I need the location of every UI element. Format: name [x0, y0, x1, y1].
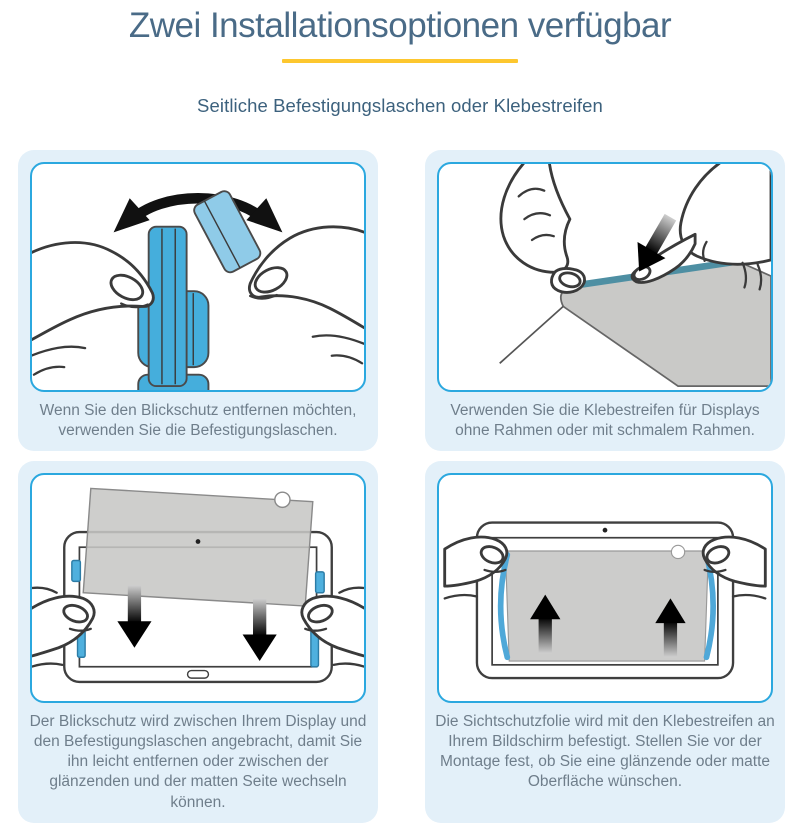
- panel-tab-mounting: [18, 461, 378, 823]
- figure-flex-tabs: [30, 162, 366, 392]
- panel-caption: Die Sichtschutzfolie wird mit den Klebestreifen an Ihrem Bildschirm befestigt. Stellen Sie vor der Montage fest, ob Sie eine glänzende oder matte Oberfläche wünschen.: [435, 713, 775, 791]
- page-title: Zwei Installationsoptionen verfügbar: [128, 6, 672, 45]
- tilted-attachment-tab: [192, 189, 263, 275]
- title-underline: [282, 59, 518, 63]
- panel-adhesive-mounting: [425, 461, 785, 823]
- illustration-tab-mounting: [32, 475, 364, 701]
- film-notch: [275, 492, 290, 507]
- left-hand: [32, 242, 153, 374]
- privacy-film: [83, 488, 313, 606]
- header: [0, 0, 800, 117]
- illustration-adhesive-mounting: [439, 475, 771, 701]
- panels-grid: [0, 150, 800, 823]
- attachment-tab-strip: [138, 226, 208, 389]
- panel-caption: Wenn Sie den Blickschutz entfernen möchten, verwenden Sie die Befestigungslaschen.: [39, 401, 357, 439]
- illustration-flex-tabs: [32, 164, 364, 390]
- page-subtitle: Seitliche Befestigungslaschen oder Klebestreifen: [197, 94, 603, 116]
- left-hand: [501, 164, 585, 292]
- panel-caption: Verwenden Sie die Klebestreifen für Displays ohne Rahmen oder mit schmalem Rahmen.: [450, 401, 760, 439]
- film-notch: [671, 545, 684, 558]
- panel-attachment-tabs: [18, 150, 378, 451]
- camera-dot: [196, 539, 201, 544]
- privacy-film: [505, 545, 708, 661]
- figure-adhesive-strip: [437, 162, 773, 392]
- home-button: [188, 671, 209, 679]
- camera-dot: [603, 528, 608, 533]
- panel-caption: Der Blickschutz wird zwischen Ihrem Display und den Befestigungslaschen angebracht, damit Sie ihn leicht entfernen oder zwischen der glänzenden und der matten Seite wechseln können.: [29, 713, 367, 811]
- right-hand: [249, 227, 364, 363]
- illustration-adhesive-strip: [439, 164, 771, 390]
- figure-tab-mounting: [30, 473, 366, 703]
- panel-adhesive-strips: [425, 150, 785, 451]
- figure-adhesive-mounting: [437, 473, 773, 703]
